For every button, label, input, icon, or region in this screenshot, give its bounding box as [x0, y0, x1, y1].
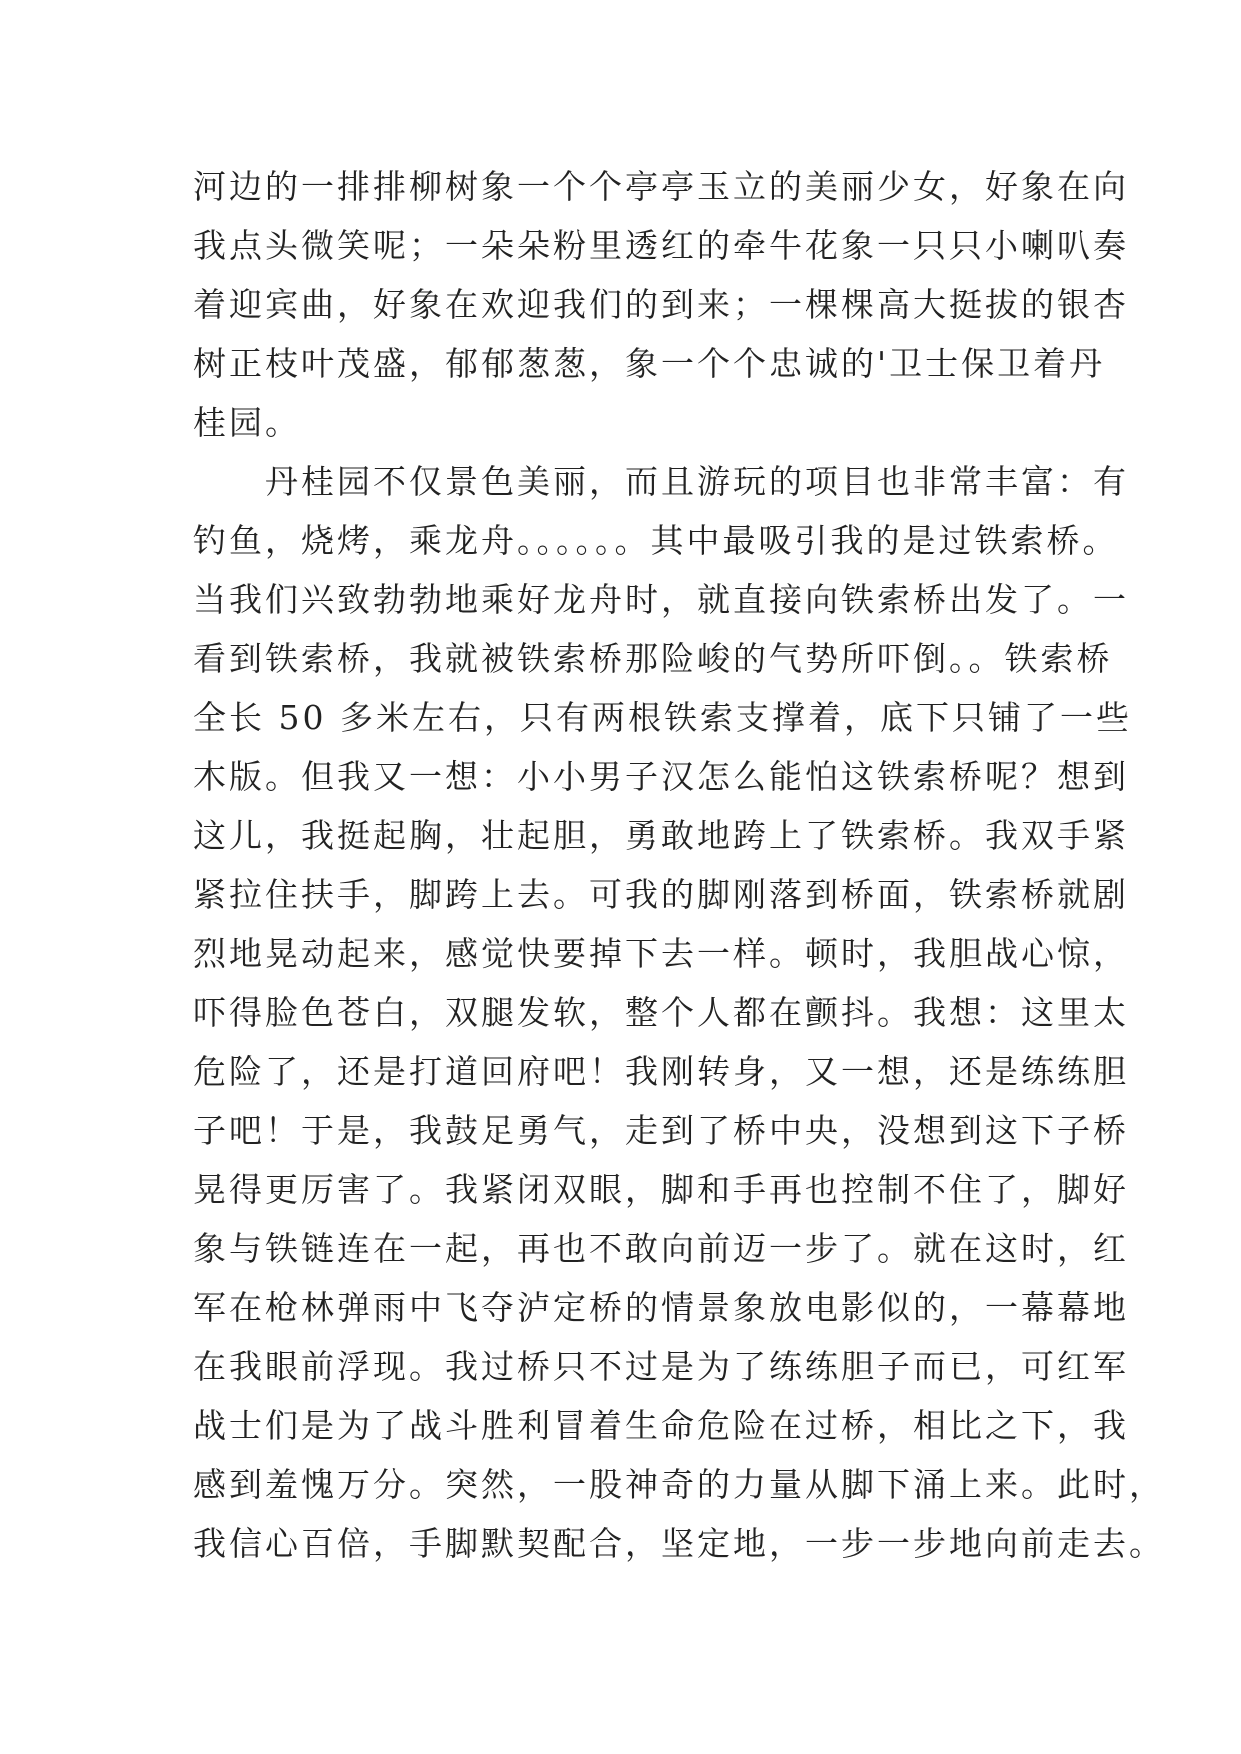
text-line: 这儿，我挺起胸，壮起胆，勇敢地跨上了铁索桥。我双手紧 [193, 816, 1129, 855]
text-line: 紧拉住扶手，脚跨上去。可我的脚刚落到桥面，铁索桥就剧 [193, 875, 1129, 914]
text-line: 晃得更厉害了。我紧闭双眼，脚和手再也控制不住了，脚好 [193, 1170, 1129, 1209]
text-line: 吓得脸色苍白，双腿发软，整个人都在颤抖。我想：这里太 [193, 993, 1129, 1032]
text-line: 子吧！于是，我鼓足勇气，走到了桥中央，没想到这下子桥 [193, 1111, 1129, 1150]
text-line: 感到羞愧万分。突然，一股神奇的力量从脚下涌上来。此时， [193, 1465, 1165, 1504]
essay-body [193, 157, 1165, 1573]
text-line: 烈地晃动起来，感觉快要掉下去一样。顿时，我胆战心惊， [193, 934, 1129, 973]
text-line: 我信心百倍，手脚默契配合，坚定地，一步一步地向前走去。 [193, 1524, 1165, 1563]
text-line: 着迎宾曲，好象在欢迎我们的到来；一棵棵高大挺拔的银杏 [193, 285, 1129, 324]
text-line: 木版。但我又一想：小小男子汉怎么能怕这铁索桥呢？想到 [193, 757, 1129, 796]
text-line: 树正枝叶茂盛，郁郁葱葱，象一个个忠诚的'卫士保卫着丹 [193, 344, 1106, 383]
text-line: 钓鱼，烧烤，乘龙舟。。。。。。其中最吸引我的是过铁索桥。 [193, 521, 1119, 560]
text-line: 战士们是为了战斗胜利冒着生命危险在过桥，相比之下，我 [193, 1406, 1129, 1445]
text-line: 我点头微笑呢；一朵朵粉里透红的牵牛花象一只只小喇叭奏 [193, 226, 1129, 265]
text-line: 军在枪林弹雨中飞夺泸定桥的情景象放电影似的，一幕幕地 [193, 1288, 1129, 1327]
text-line: 象与铁链连在一起，再也不敢向前迈一步了。就在这时，红 [193, 1229, 1129, 1268]
text-line: 在我眼前浮现。我过桥只不过是为了练练胆子而已，可红军 [193, 1347, 1129, 1386]
text-line: 危险了，还是打道回府吧！我刚转身，又一想，还是练练胆 [193, 1052, 1129, 1091]
text-line: 当我们兴致勃勃地乘好龙舟时，就直接向铁索桥出发了。一 [193, 580, 1129, 619]
text-line: 全长 50 多米左右，只有两根铁索支撑着，底下只铺了一些 [193, 698, 1132, 737]
text-line: 看到铁索桥，我就被铁索桥那险峻的气势所吓倒。。铁索桥 [193, 639, 1113, 678]
text-line: 桂园。 [193, 403, 301, 442]
paragraph-first-line: 丹桂园不仅景色美丽，而且游玩的项目也非常丰富：有 [193, 462, 1129, 501]
text-line: 河边的一排排柳树象一个个亭亭玉立的美丽少女，好象在向 [193, 167, 1129, 206]
